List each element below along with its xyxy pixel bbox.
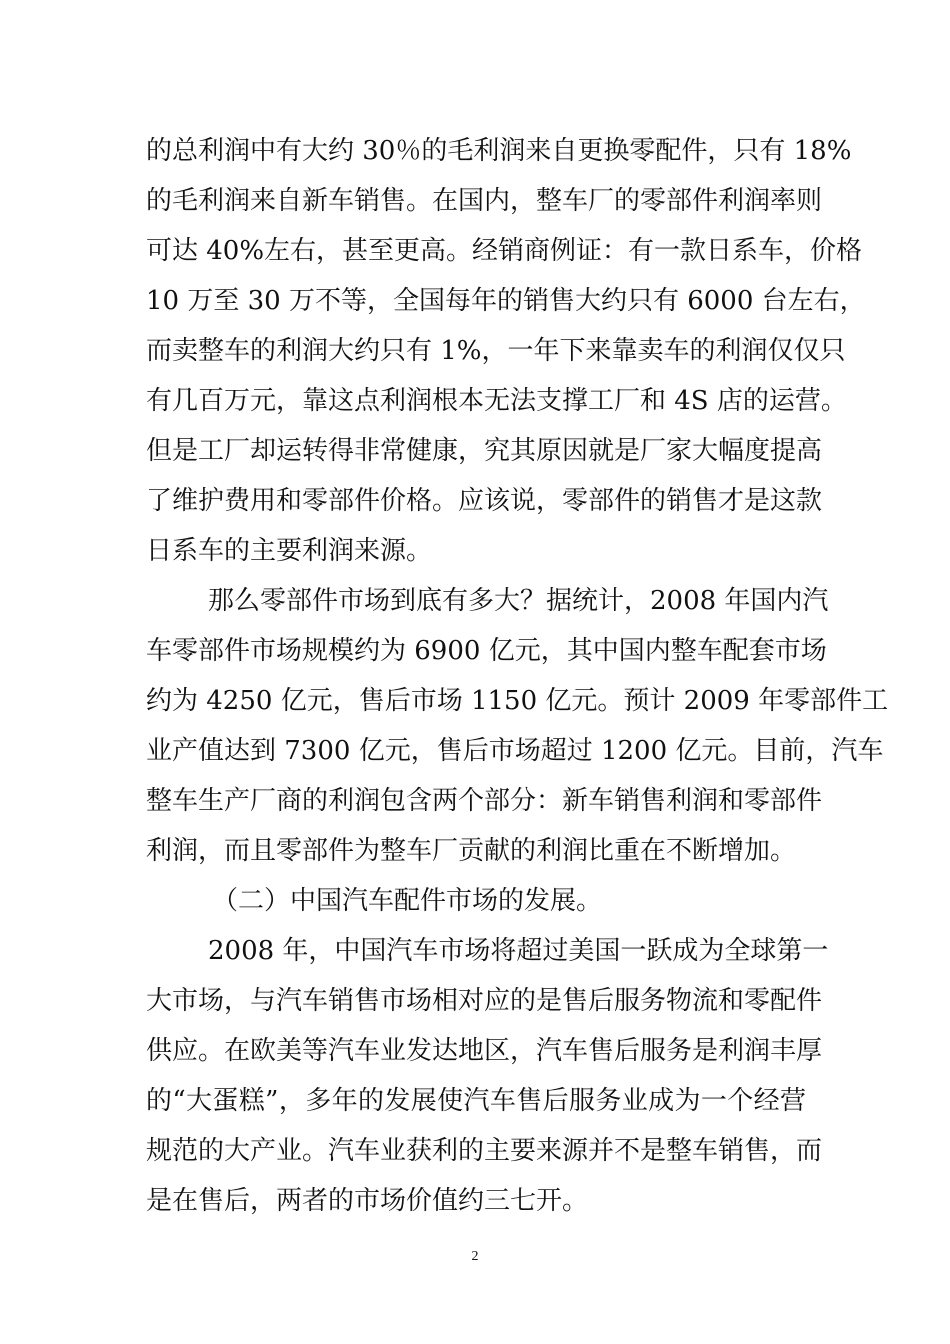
text-line: 有几百万元，靠这点利润根本无法支撑工厂和 4S 店的运营。 xyxy=(146,386,847,416)
page-number: 2 xyxy=(471,1249,479,1264)
text-line: 的“大蛋糕”，多年的发展使汽车售后服务业成为一个经营 xyxy=(146,1086,806,1116)
text-line: 业产值达到 7300 亿元，售后市场超过 1200 亿元。目前，汽车 xyxy=(146,736,884,766)
text-line: 利润，而且零部件为整车厂贡献的利润比重在不断增加。 xyxy=(146,836,797,866)
text-line: 车零部件市场规模约为 6900 亿元，其中国内整车配套市场 xyxy=(146,636,827,666)
text-line: 10 万至 30 万不等，全国每年的销售大约只有 6000 台左右， xyxy=(146,286,866,316)
text-line: 整车生产厂商的利润包含两个部分：新车销售利润和零部件 xyxy=(146,786,823,816)
text-line: 了维护费用和零部件价格。应该说，零部件的销售才是这款 xyxy=(146,486,823,516)
text-line: 的毛利润来自新车销售。在国内，整车厂的零部件利润率则 xyxy=(146,186,823,216)
text-line: 是在售后，两者的市场价值约三七开。 xyxy=(146,1186,589,1216)
text-line: 日系车的主要利润来源。 xyxy=(146,536,433,566)
text-line: 而卖整车的利润大约只有 1%，一年下来靠卖车的利润仅仅只 xyxy=(146,336,846,366)
section-heading: （二）中国汽车配件市场的发展。 xyxy=(212,886,603,916)
text-line: 可达 40%左右，甚至更高。经销商例证：有一款日系车，价格 xyxy=(146,236,863,266)
text-line: 约为 4250 亿元，售后市场 1150 亿元。预计 2009 年零部件工 xyxy=(146,686,889,716)
text-line: 规范的大产业。汽车业获利的主要来源并不是整车销售，而 xyxy=(146,1136,823,1166)
text-line: 的总利润中有大约 30％的毛利润来自更换零配件，只有 18% xyxy=(146,136,852,166)
text-line: 那么零部件市场到底有多大？据统计，2008 年国内汽 xyxy=(208,586,829,616)
text-line: 2008 年，中国汽车市场将超过美国一跃成为全球第一 xyxy=(208,936,829,966)
text-line: 供应。在欧美等汽车业发达地区，汽车售后服务是利润丰厚 xyxy=(146,1036,823,1066)
text-line: 但是工厂却运转得非常健康，究其原因就是厂家大幅度提高 xyxy=(146,436,823,466)
text-line: 大市场，与汽车销售市场相对应的是售后服务物流和零配件 xyxy=(146,986,823,1016)
